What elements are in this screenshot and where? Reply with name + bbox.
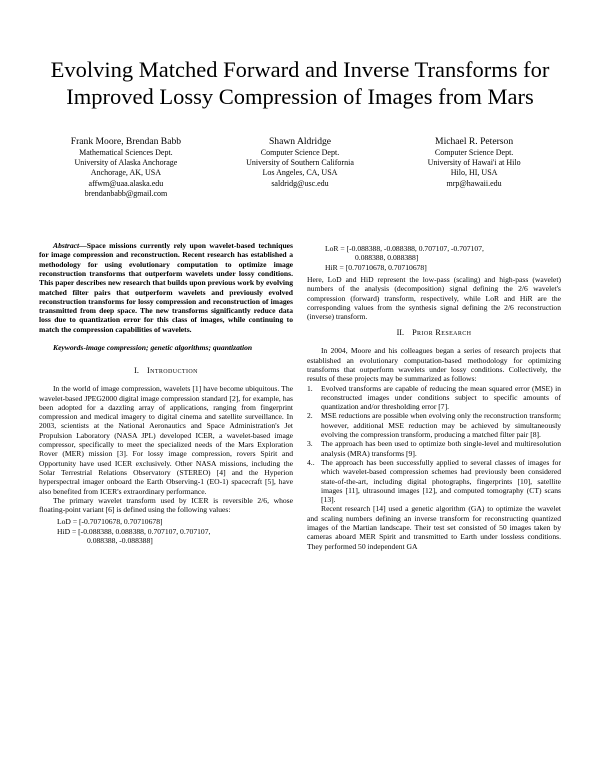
author-university: University of Hawai'i at Hilo	[427, 158, 521, 168]
author-name: Michael R. Peterson	[435, 136, 514, 147]
abstract-text: Space missions currently rely upon wavelet-based techniques for image compression and reconstruction. Recent research has established a methodology for using evolutionary computation to optimize image reconstruction transforms that outperform wavelets under lossy conditions. This paper describes new research that builds upon previous work by evolving matched filter pairs that outperform wavelets and previously evolved reconstruction transforms for lossy compression and reconstruction of images transmitted from deep space. The new transforms significantly reduce data loss due to quantization error for this class of images, while continuing to match the compression capabilities of wavelets.	[39, 241, 293, 334]
keywords-text: image compression; genetic algorithms; quantization	[85, 342, 253, 352]
section-number: II.	[396, 328, 405, 338]
list-item	[307, 384, 561, 412]
author-dept: Computer Science Dept.	[434, 148, 514, 157]
author-location: Anchorage, AK, USA	[90, 168, 162, 178]
list-marker: 1.	[307, 383, 313, 393]
section-title: Prior Research	[412, 328, 472, 338]
author-email: brendanbabb@gmail.com	[84, 188, 168, 198]
equation-line: HiR = [0.70710678, 0.70710678]	[325, 262, 427, 272]
author-card	[387, 136, 561, 199]
abstract-paragraph	[39, 241, 293, 334]
author-university: University of Southern California	[246, 158, 354, 168]
author-dept: Computer Science Dept.	[260, 148, 340, 157]
equation-block-reconstruction	[325, 244, 561, 272]
author-card	[39, 136, 213, 199]
list-text: Evolved transforms are capable of reducing the mean squared error (MSE) in reconstructed images under conditions subject to specific amounts of quantization and/or thresholding error [7].	[321, 383, 561, 412]
right-column	[307, 241, 561, 551]
list-marker: 4..	[307, 457, 315, 467]
list-marker: 3.	[307, 439, 313, 449]
author-email: mrp@hawaii.edu	[446, 178, 502, 188]
body-columns	[39, 241, 561, 551]
equation-block-decomposition	[57, 517, 293, 545]
author-university: University of Alaska Anchorage	[74, 158, 178, 168]
author-name: Shawn Aldridge	[268, 136, 332, 147]
keywords-label: Keywords-	[53, 342, 86, 352]
intro-paragraph-1: In the world of image compression, wavelets [1] have become ubiquitous. The wavelet-based JPEG2000 digital image compression standard [2], for example, has been adopted for a dazzling array of applications, ranging from fingerprint compression and medical imagery to digital cinema and satellite surveillance. In 2003, scientists at the National Aeronautics and Space Administration's Jet Propulsion Laboratory (NASA JPL) developed ICER, a wavelet-based image compressor, specifically to meet the specialized needs of the Mars Exploration Rover (MER) mission [3]. For lossy image compression, rovers Spirit and Opportunity have used ICER exclusively. Other NASA missions, including the Solar Terrestrial Relations Observatory (STEREO) [4] and the Hyperion hyperspectral imager onboard the Earth Observing-1 (EO-1) spacecraft [5], have also benefited from ICER's extraordinary performance.	[39, 384, 293, 496]
equation-line: HiD = [-0.088388, 0.088388, 0.707107, 0.707107,	[57, 526, 211, 536]
section-heading-prior-research	[307, 328, 561, 338]
author-name: Frank Moore, Brendan Babb	[70, 136, 182, 147]
list-text: The approach has been used to optimize both single-level and multiresolution analysis (MRA) transforms [9].	[321, 439, 561, 458]
prior-research-paragraph-2: Recent research [14] used a genetic algorithm (GA) to optimize the wavelet and scaling numbers defining an inverse transform for reconstructing quantized images of the Martian landscape. Their test set consisted of 50 images taken by cameras aboard MER Spirit and transmitted to Earth under lossless conditions. They performed 50 independent GA	[307, 504, 561, 551]
prior-research-paragraph-1: In 2004, Moore and his colleagues began a series of research projects that established an evolutionary computation-based methodology for optimizing transforms that outperform wavelets under lossy conditions. Collectively, the results of these projects may be summarized as follows:	[307, 346, 561, 384]
author-location: Hilo, HI, USA	[450, 168, 498, 178]
equation-line: LoR = [-0.088388, -0.088388, 0.707107, -0.707107,	[325, 244, 484, 254]
intro-paragraph-2: The primary wavelet transform used by ICER is reversible 2/6, whose floating-point variant [6] is defined using the following values:	[39, 495, 293, 515]
list-text: The approach has been successfully applied to several classes of images for which wavelet-based compression schemes had previously been considered state-of-the-art, including digital photographs, fingerprints [10], satellite images [11], ultrasound images [12], and computed tomography (CT) scans [13].	[321, 457, 561, 505]
transform-explanation-paragraph: Here, LoD and HiD represent the low-pass (scaling) and high-pass (wavelet) numbers of the analysis (decomposition) signal defining the 2/6 wavelet's compression (forward) transform, respectively, while LoR and HiR are the corresponding values from the synthesis signal defining the 2/6 reconstruction (inverse) transform.	[307, 274, 561, 322]
author-email: affwm@uaa.alaska.edu	[88, 178, 164, 188]
list-text: MSE reductions are possible when evolving only the reconstruction transform; however, additional MSE reduction may be achieved by simultaneously evolving the compression transform, producing a matched filter pair [8].	[321, 411, 561, 440]
section-heading-introduction	[39, 366, 293, 376]
section-title: Introduction	[146, 366, 198, 376]
author-card	[213, 136, 387, 199]
findings-list	[307, 384, 561, 505]
section-number: I.	[134, 366, 139, 376]
abstract-label: Abstract—	[53, 241, 87, 251]
equation-line: 0.088388, 0.088388]	[355, 253, 419, 263]
keywords-paragraph	[39, 343, 293, 352]
list-item	[307, 411, 561, 439]
author-dept: Mathematical Sciences Dept.	[79, 148, 173, 157]
author-block	[39, 136, 561, 199]
equation-line: LoD = [-0.70710678, 0.70710678]	[57, 517, 163, 527]
author-location: Los Angeles, CA, USA	[262, 168, 338, 178]
equation-line: 0.088388, -0.088388]	[87, 536, 153, 546]
author-email: saldridg@usc.edu	[271, 178, 329, 188]
left-column	[39, 241, 293, 551]
list-marker: 2.	[307, 411, 313, 421]
list-item	[307, 458, 561, 504]
list-item	[307, 439, 561, 458]
paper-title: Evolving Matched Forward and Inverse Transforms for Improved Lossy Compression of Images from Mars	[50, 57, 550, 109]
